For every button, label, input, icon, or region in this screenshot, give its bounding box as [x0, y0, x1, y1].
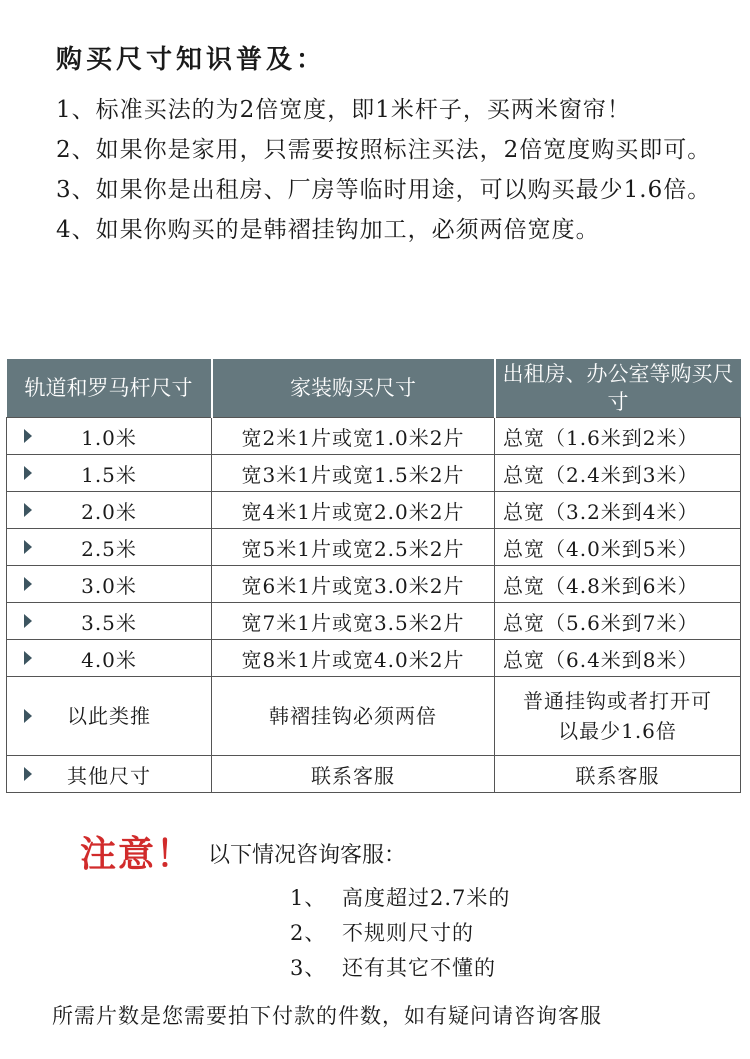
table-row [7, 566, 741, 603]
rental-size-cell: 普通挂钩或者打开可以最少1.6倍 [495, 677, 741, 756]
table-header-row [7, 359, 741, 418]
list-item-number: 2、 [290, 921, 327, 945]
notice-list [80, 881, 680, 986]
footer-note: 所需片数是您需要拍下付款的件数，如有疑问请咨询客服 [52, 1004, 602, 1028]
table-row [7, 418, 741, 455]
arrow-right-icon [24, 614, 32, 628]
rod-size-cell [7, 640, 212, 677]
rod-size-cell [7, 677, 212, 756]
table-row [7, 492, 741, 529]
rod-size-label: 以此类推 [67, 704, 151, 728]
notice-title: 注意！ [80, 833, 195, 875]
rod-size-label: 3.5米 [81, 610, 137, 635]
rental-size-cell: 总宽（4.0米到5米） [495, 529, 741, 566]
rod-size-cell [7, 529, 212, 566]
arrow-right-icon [24, 466, 32, 480]
list-item [290, 881, 680, 916]
intro-section [56, 42, 716, 252]
table-row [7, 455, 741, 492]
notice-header [80, 826, 680, 877]
table-row [7, 640, 741, 677]
home-size-cell: 宽5米1片或宽2.5米2片 [212, 529, 495, 566]
home-size-cell: 宽2米1片或宽1.0米2片 [212, 418, 495, 455]
arrow-right-icon [24, 577, 32, 591]
arrow-right-icon [24, 540, 32, 554]
rod-size-cell [7, 492, 212, 529]
table-row [7, 529, 741, 566]
rental-size-cell: 总宽（3.2米到4米） [495, 492, 741, 529]
home-size-cell: 联系客服 [212, 756, 495, 793]
intro-title: 购买尺寸知识普及： [56, 45, 327, 75]
notice-section [80, 826, 680, 986]
arrow-right-icon [24, 429, 32, 443]
list-item-text: 不规则尺寸的 [342, 921, 474, 945]
intro-item-3: 3、如果你是出租房、厂房等临时用途，可以购买最少1.6倍。 [56, 177, 712, 203]
rod-size-cell [7, 566, 212, 603]
rod-size-label: 1.0米 [81, 425, 137, 450]
arrow-right-icon [24, 709, 32, 723]
table-row [7, 756, 741, 793]
header-home-size: 家装购买尺寸 [212, 359, 495, 418]
rod-size-label: 2.5米 [81, 536, 137, 561]
rental-size-cell: 总宽（2.4米到3米） [495, 455, 741, 492]
header-rental-size: 出租房、办公室等购买尺寸 [495, 359, 741, 418]
rental-size-cell: 总宽（1.6米到2米） [495, 418, 741, 455]
rod-size-label: 1.5米 [81, 462, 137, 487]
home-size-cell: 宽4米1片或宽2.0米2片 [212, 492, 495, 529]
rental-size-cell: 总宽（5.6米到7米） [495, 603, 741, 640]
list-item-number: 3、 [290, 956, 327, 980]
rental-size-cell: 联系客服 [495, 756, 741, 793]
rental-size-cell: 总宽（4.8米到6米） [495, 566, 741, 603]
arrow-right-icon [24, 503, 32, 517]
list-item-number: 1、 [290, 886, 327, 910]
rod-size-label: 3.0米 [81, 573, 137, 598]
rod-size-label: 4.0米 [81, 647, 137, 672]
rod-size-cell [7, 455, 212, 492]
rod-size-label: 2.0米 [81, 499, 137, 524]
rod-size-cell [7, 603, 212, 640]
home-size-cell: 韩褶挂钩必须两倍 [212, 677, 495, 756]
table-row [7, 677, 741, 756]
home-size-cell: 宽6米1片或宽3.0米2片 [212, 566, 495, 603]
rod-size-label: 其他尺寸 [67, 763, 151, 788]
notice-subtitle: 以下情况咨询客服： [208, 843, 407, 868]
home-size-cell: 宽3米1片或宽1.5米2片 [212, 455, 495, 492]
list-item-text: 还有其它不懂的 [342, 956, 496, 980]
home-size-cell: 宽8米1片或宽4.0米2片 [212, 640, 495, 677]
header-rod-size: 轨道和罗马杆尺寸 [7, 359, 212, 418]
table-row [7, 603, 741, 640]
home-size-cell: 宽7米1片或宽3.5米2片 [212, 603, 495, 640]
size-table [6, 359, 741, 793]
intro-item-1: 1、标准买法的为2倍宽度，即1米杆子，买两米窗帘！ [56, 97, 631, 123]
arrow-right-icon [24, 767, 32, 781]
intro-item-4: 4、如果你购买的是韩褶挂钩加工，必须两倍宽度。 [56, 217, 600, 243]
intro-item-2: 2、如果你是家用，只需要按照标注买法，2倍宽度购买即可。 [56, 137, 712, 163]
list-item [290, 951, 680, 986]
arrow-right-icon [24, 651, 32, 665]
list-item-text: 高度超过2.7米的 [342, 886, 511, 910]
list-item [290, 916, 680, 951]
rod-size-cell [7, 756, 212, 793]
rental-size-cell: 总宽（6.4米到8米） [495, 640, 741, 677]
rod-size-cell [7, 418, 212, 455]
